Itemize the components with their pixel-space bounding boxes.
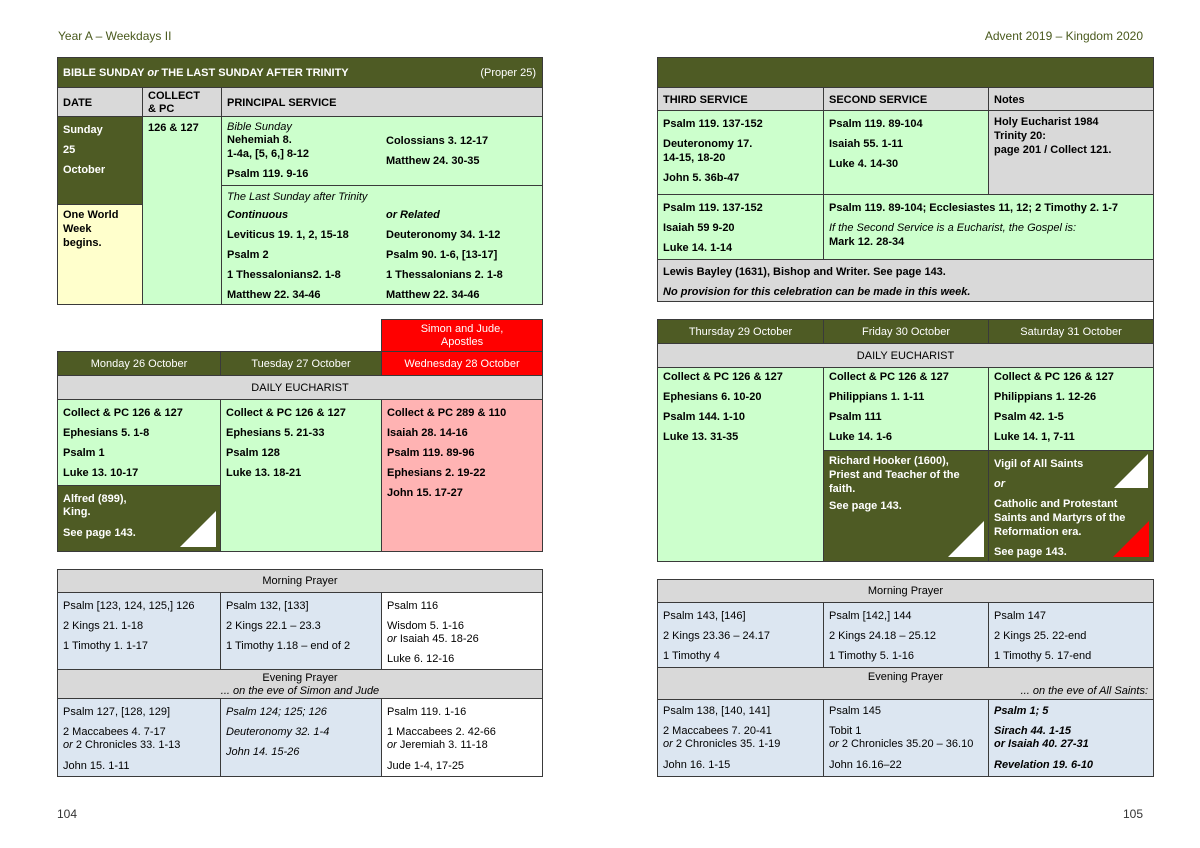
reading: Luke 13. 10-17 (63, 467, 139, 479)
running-head-left: Year A – Weekdays II (58, 29, 172, 43)
col-header-notes (988, 87, 1154, 111)
reading: Psalm 116 (387, 600, 439, 612)
reading-alt: or Isaiah 45. 18-26 (387, 633, 479, 645)
reading: 1 Timothy 5. 1-16 (829, 650, 914, 662)
daily-eucharist-label: DAILY EUCHARIST (251, 382, 349, 394)
second-readings: Psalm 119. 89-104; Ecclesiastes 11, 12; 2 Timothy 2. 1-7 (829, 202, 1119, 214)
continuous-reading: Matthew 22. 34-46 (227, 289, 321, 301)
related-label: or Related (386, 209, 440, 221)
second-reading: Luke 4. 14-30 (829, 158, 899, 170)
date-number: 25 (63, 144, 76, 156)
date-cell (57, 116, 143, 205)
sunday-title: BIBLE SUNDAY or THE LAST SUNDAY AFTER TRINITY (63, 67, 349, 79)
no-provision-note: No provision for this celebration can be made in this week. (663, 286, 971, 298)
col-header-notes-label: Notes (994, 94, 1025, 106)
white-triangle-icon (948, 521, 984, 557)
day-label: Wednesday 28 October (404, 358, 520, 370)
reading: Collect & PC 126 & 127 (226, 407, 346, 419)
reading: 2 Kings 23.36 – 24.17 (663, 630, 771, 642)
reading: Psalm 132, [133] (226, 600, 309, 612)
reading: John 15. 17-27 (387, 487, 463, 499)
day-header-wednesday (381, 351, 543, 376)
collect-cell (142, 116, 222, 305)
reading: Collect & PC 126 & 127 (829, 371, 949, 383)
one-world-line3: begins. (63, 237, 102, 249)
evening-prayer-header (57, 669, 543, 699)
running-head-right: Advent 2019 – Kingdom 2020 (984, 29, 1143, 43)
ep-saturday (988, 699, 1154, 777)
col-header-collect-label-2: & PC (148, 103, 175, 115)
reading: Luke 13. 18-21 (226, 467, 302, 479)
commemoration-line: King. (63, 506, 91, 518)
reading: Revelation 19. 6-10 (994, 759, 1094, 771)
reading: Psalm 145 (829, 705, 881, 717)
col-header-collect-label: COLLECT (148, 90, 200, 102)
reading: or Isaiah 40. 27-31 (994, 738, 1089, 750)
commemoration-line: See page 143. (994, 546, 1067, 558)
reading-alt: or 2 Chronicles 35. 1-19 (663, 738, 781, 750)
reading-alt: or 2 Chronicles 35.20 – 36.10 (829, 738, 974, 750)
red-triangle-icon (1113, 521, 1149, 557)
commemoration-line: Alfred (899), (63, 493, 127, 505)
commemoration-line: Vigil of All Saints (994, 458, 1084, 470)
eve-note: ... on the eve of Simon and Jude (220, 685, 380, 697)
ep-tuesday (220, 698, 382, 777)
feast-header (381, 319, 543, 352)
reading: Luke 13. 31-35 (663, 431, 739, 443)
morning-prayer-label: Morning Prayer (262, 575, 338, 587)
reading: Philippians 1. 1-11 (829, 391, 925, 403)
feast-subtitle: Apostles (440, 336, 484, 348)
third-reading: Deuteronomy 17. (663, 138, 753, 150)
reading: 2 Kings 21. 1-18 (63, 620, 144, 632)
reading: Luke 6. 12-16 (387, 653, 455, 665)
reading: Ephesians 2. 19-22 (387, 467, 486, 479)
mp-friday (823, 602, 989, 668)
thursday-eucharist (657, 367, 824, 562)
col-header-collect (142, 87, 222, 117)
reading-nehemiah-verses: 1-4a, [5, 6,] 8-12 (227, 148, 309, 160)
col-header-date-label: DATE (63, 97, 93, 109)
day-label: Friday 30 October (861, 326, 951, 338)
reading: Psalm 128 (226, 447, 280, 459)
table-edge-line (1153, 301, 1154, 319)
white-triangle-icon (180, 511, 216, 547)
reading-alt: or 2 Chronicles 33. 1-13 (63, 739, 181, 751)
one-world-line1: One World (63, 209, 119, 221)
commemoration-line: Richard Hooker (1600), (829, 455, 949, 467)
reading: Psalm [142,] 144 (829, 610, 912, 622)
feast-title: Simon and Jude, (420, 323, 504, 335)
one-world-line2: Week (63, 223, 92, 235)
day-header-monday (57, 351, 221, 376)
reading: Psalm 119. 1-16 (387, 706, 467, 718)
eucharist-gospel: Mark 12. 28-34 (829, 236, 905, 248)
reading-psalm: Psalm 119. 9-16 (227, 168, 309, 180)
commemoration-cell (657, 259, 1154, 302)
bible-sunday-cell (221, 116, 543, 186)
reading: Psalm 147 (994, 610, 1046, 622)
friday-eucharist (823, 367, 989, 451)
reading: Psalm 124; 125; 126 (226, 706, 327, 718)
morning-prayer-label: Morning Prayer (867, 585, 944, 597)
reading: Collect & PC 289 & 110 (387, 407, 507, 419)
reading: Deuteronomy 32. 1-4 (226, 726, 330, 738)
morning-prayer-header (57, 569, 543, 593)
eve-note: ... on the eve of All Saints: (1020, 685, 1148, 697)
daily-eucharist-header-right (657, 343, 1154, 368)
reading: John 15. 1-11 (63, 760, 130, 772)
sunday-title-bar-right (657, 57, 1154, 88)
commemoration-line: faith. (829, 483, 856, 495)
reading: 2 Kings 22.1 – 23.3 (226, 620, 321, 632)
third-reading: Isaiah 59 9-20 (663, 222, 735, 234)
notes-cell (988, 110, 1154, 195)
page-number-right: 105 (1122, 807, 1143, 821)
ep-thursday (657, 699, 824, 777)
note-line: Holy Eucharist 1984 (994, 116, 1099, 128)
reading: Psalm 111 (829, 411, 882, 423)
mp-saturday (988, 602, 1154, 668)
one-world-week-cell (57, 204, 143, 305)
all-saints-vigil (988, 450, 1154, 562)
continuous-reading: Leviticus 19. 1, 2, 15-18 (227, 229, 349, 241)
commemoration-line: Catholic and Protestant (994, 498, 1118, 510)
second-service-cell-2 (823, 194, 1154, 260)
morning-prayer-header-right (657, 579, 1154, 603)
commemoration-line: Priest and Teacher of the (829, 469, 960, 481)
reading: 2 Kings 25. 22-end (994, 630, 1087, 642)
page-number-left: 104 (57, 807, 78, 821)
mp-wednesday (381, 592, 543, 670)
evening-prayer-header-right (657, 667, 1154, 700)
reading: Psalm 119. 89-96 (387, 447, 475, 459)
evening-prayer-label: Evening Prayer (262, 672, 338, 684)
col-header-second (823, 87, 989, 111)
col-header-third-label: THIRD SERVICE (663, 94, 748, 106)
reading: 2 Kings 24.18 – 25.12 (829, 630, 937, 642)
reading-matthew: Matthew 24. 30-35 (386, 155, 480, 167)
reading: 1 Maccabees 2. 42-66 (387, 726, 496, 738)
reading: John 16.16–22 (829, 759, 902, 771)
daily-eucharist-label: DAILY EUCHARIST (856, 350, 955, 362)
second-service-cell (823, 110, 989, 195)
date-month: October (63, 164, 106, 176)
reading: Ephesians 6. 10-20 (663, 391, 762, 403)
day-header-tuesday (220, 351, 382, 376)
bible-sunday-heading: Bible Sunday (227, 121, 292, 133)
hooker-commemoration (823, 450, 989, 562)
monday-eucharist (57, 399, 221, 486)
related-reading: Psalm 90. 1-6, [13-17] (386, 249, 498, 261)
collect-value: 126 & 127 (148, 122, 199, 134)
day-header-thursday (657, 319, 824, 344)
day-label: Saturday 31 October (1020, 326, 1122, 338)
commemoration-line: Reformation era. (994, 526, 1082, 538)
reading: Psalm 1 (63, 447, 105, 459)
mp-monday (57, 592, 221, 670)
col-header-third (657, 87, 824, 111)
commemoration-lewis: Lewis Bayley (1631), Bishop and Writer. See page 143. (663, 266, 946, 278)
third-reading: 14-15, 18-20 (663, 152, 726, 164)
commemoration-line: See page 143. (63, 527, 136, 539)
reading: Collect & PC 126 & 127 (63, 407, 183, 419)
third-service-cell (657, 110, 824, 195)
reading: 1 Timothy 1.18 – end of 2 (226, 640, 351, 652)
reading: Psalm 127, [128, 129] (63, 706, 171, 718)
ep-monday (57, 698, 221, 777)
reading: Collect & PC 126 & 127 (994, 371, 1114, 383)
reading: Luke 14. 1, 7-11 (994, 431, 1075, 443)
ep-wednesday (381, 698, 543, 777)
related-reading: Deuteronomy 34. 1-12 (386, 229, 501, 241)
ep-friday (823, 699, 989, 777)
reading: Psalm 42. 1-5 (994, 411, 1064, 423)
day-header-friday (823, 319, 989, 344)
reading: 1 Timothy 4 (663, 650, 720, 662)
reading: Psalm 143, [146] (663, 610, 746, 622)
third-reading: Luke 14. 1-14 (663, 242, 733, 254)
col-header-second-label: SECOND SERVICE (829, 94, 928, 106)
third-reading: Psalm 119. 137-152 (663, 202, 763, 214)
mp-thursday (657, 602, 824, 668)
col-header-principal-label: PRINCIPAL SERVICE (227, 97, 337, 109)
note-line: Trinity 20: (994, 130, 1046, 142)
continuous-label: Continuous (227, 209, 289, 221)
reading: 1 Timothy 1. 1-17 (63, 640, 148, 652)
reading: John 14. 15-26 (226, 746, 300, 758)
reading: Jude 1-4, 17-25 (387, 760, 465, 772)
related-reading: 1 Thessalonians 2. 1-8 (386, 269, 503, 281)
reading: Psalm 1; 5 (994, 705, 1049, 717)
reading: Psalm 144. 1-10 (663, 411, 745, 423)
commemoration-or: or (994, 478, 1005, 490)
white-triangle-icon (1114, 454, 1148, 488)
day-label: Tuesday 27 October (251, 358, 351, 370)
last-sunday-heading: The Last Sunday after Trinity (227, 191, 368, 203)
reading: Isaiah 28. 14-16 (387, 427, 468, 439)
related-reading: Matthew 22. 34-46 (386, 289, 480, 301)
commemoration-line: See page 143. (829, 500, 902, 512)
third-reading: John 5. 36b-47 (663, 172, 740, 184)
last-sunday-cell (221, 185, 543, 305)
continuous-reading: 1 Thessalonians2. 1-8 (227, 269, 341, 281)
wednesday-eucharist (381, 399, 543, 552)
reading: Luke 14. 1-6 (829, 431, 892, 443)
reading: 2 Maccabees 7. 20-41 (663, 725, 772, 737)
second-reading: Psalm 119. 89-104 (829, 118, 923, 130)
commemoration-line: Saints and Martyrs of the (994, 512, 1126, 524)
third-service-cell-2 (657, 194, 824, 260)
reading-nehemiah: Nehemiah 8. (227, 134, 292, 146)
sunday-title-bar (57, 57, 543, 88)
day-header-saturday (988, 319, 1154, 344)
tuesday-eucharist (220, 399, 382, 552)
reading: Psalm 138, [140, 141] (663, 705, 771, 717)
reading: Wisdom 5. 1-16 (387, 620, 465, 632)
reading: Ephesians 5. 21-33 (226, 427, 325, 439)
reading: Collect & PC 126 & 127 (663, 371, 783, 383)
reading: 2 Maccabees 4. 7-17 (63, 726, 166, 738)
third-reading: Psalm 119. 137-152 (663, 118, 763, 130)
reading: Sirach 44. 1-15 (994, 725, 1072, 737)
proper-number: (Proper 25) (480, 67, 536, 79)
reading: Ephesians 5. 1-8 (63, 427, 150, 439)
col-header-principal (221, 87, 543, 117)
reading: Psalm [123, 124, 125,] 126 (63, 600, 195, 612)
continuous-reading: Psalm 2 (227, 249, 269, 261)
alfred-commemoration (57, 485, 221, 552)
second-reading: Isaiah 55. 1-11 (829, 138, 903, 150)
daily-eucharist-header (57, 375, 543, 400)
reading: John 16. 1-15 (663, 759, 731, 771)
note-line: page 201 / Collect 121. (994, 144, 1112, 156)
reading: Tobit 1 (829, 725, 862, 737)
col-header-date (57, 87, 143, 117)
eucharist-note: If the Second Service is a Eucharist, the Gospel is: (829, 222, 1077, 234)
day-label: Thursday 29 October (688, 326, 793, 338)
evening-prayer-label: Evening Prayer (867, 671, 944, 683)
reading-colossians: Colossians 3. 12-17 (386, 135, 489, 147)
mp-tuesday (220, 592, 382, 670)
reading-alt: or Jeremiah 3. 11-18 (387, 739, 488, 751)
reading: Philippians 1. 12-26 (994, 391, 1097, 403)
reading: 1 Timothy 5. 17-end (994, 650, 1092, 662)
saturday-eucharist (988, 367, 1154, 451)
day-label: Monday 26 October (90, 358, 188, 370)
date-day: Sunday (63, 124, 103, 136)
